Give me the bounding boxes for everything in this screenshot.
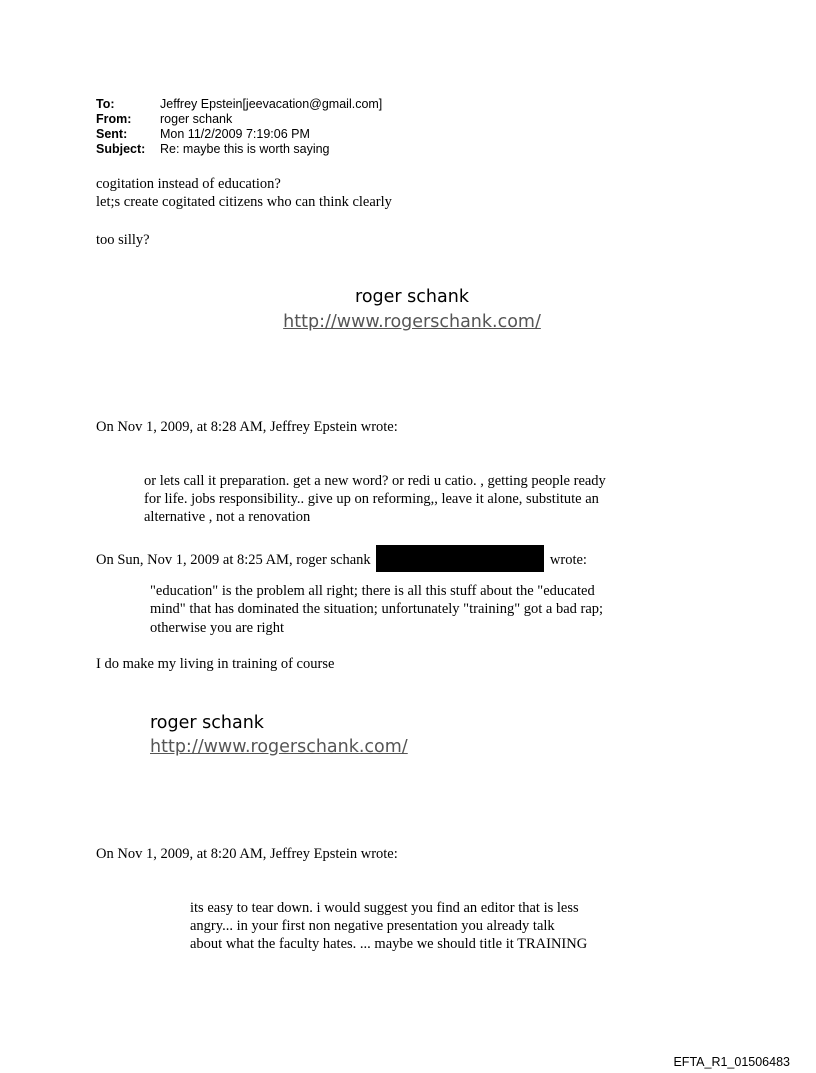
quote-2-intro-wrote: wrote: <box>549 552 587 568</box>
subject-label: Subject: <box>96 142 146 156</box>
signature-name: roger schank <box>355 287 469 307</box>
to-row <box>96 97 382 112</box>
quote-1-line: or lets call it preparation. get a new word? or redi u catio. , getting people ready <box>144 473 606 489</box>
signature-name: roger schank <box>150 713 264 733</box>
from-value: roger schank <box>160 112 233 126</box>
sent-value: Mon 11/2/2009 7:19:06 PM <box>160 127 310 141</box>
sent-row <box>96 127 382 142</box>
redaction-box <box>376 545 544 572</box>
body-line-3: too silly? <box>96 232 150 248</box>
quote-2-intro-text: On Sun, Nov 1, 2009 at 8:25 AM, roger schank <box>96 552 371 568</box>
quote-3-line: angry... in your first non negative presentation you already talk <box>190 918 555 934</box>
to-label: To: <box>96 97 115 111</box>
email-header <box>96 97 382 157</box>
from-label: From: <box>96 112 132 126</box>
body-line-1: cogitation instead of education? <box>96 176 281 192</box>
quote-3-intro: On Nov 1, 2009, at 8:20 AM, Jeffrey Epstein wrote: <box>96 846 398 862</box>
signature-link[interactable]: http://www.rogerschank.com/ <box>150 737 408 757</box>
subject-value: Re: maybe this is worth saying <box>160 142 330 156</box>
quote-3-line: its easy to tear down. i would suggest you find an editor that is less <box>190 900 579 916</box>
quote-1-intro: On Nov 1, 2009, at 8:28 AM, Jeffrey Epstein wrote: <box>96 419 398 435</box>
sent-label: Sent: <box>96 127 128 141</box>
to-value: Jeffrey Epstein[jeevacation@gmail.com] <box>160 97 383 111</box>
body-line-2: let;s create cogitated citizens who can think clearly <box>96 194 392 210</box>
quote-2-line: otherwise you are right <box>150 620 285 636</box>
quote-1-line: for life. jobs responsibility.. give up on reforming,, leave it alone, substitute an <box>144 491 599 507</box>
quote-2-followup: I do make my living in training of course <box>96 656 335 672</box>
quote-2-line: "education" is the problem all right; there is all this stuff about the "educated <box>150 583 595 599</box>
subject-row <box>96 142 382 157</box>
signature-link[interactable]: http://www.rogerschank.com/ <box>283 312 541 332</box>
quote-2-intro <box>96 545 587 572</box>
from-row <box>96 112 382 127</box>
quote-1-line: alternative , not a renovation <box>144 509 311 525</box>
document-id: EFTA_R1_01506483 <box>673 1055 790 1069</box>
quote-2-line: mind" that has dominated the situation; unfortunately "training" got a bad rap; <box>150 601 604 617</box>
quote-3-line: about what the faculty hates. ... maybe we should title it TRAINING <box>190 936 588 952</box>
